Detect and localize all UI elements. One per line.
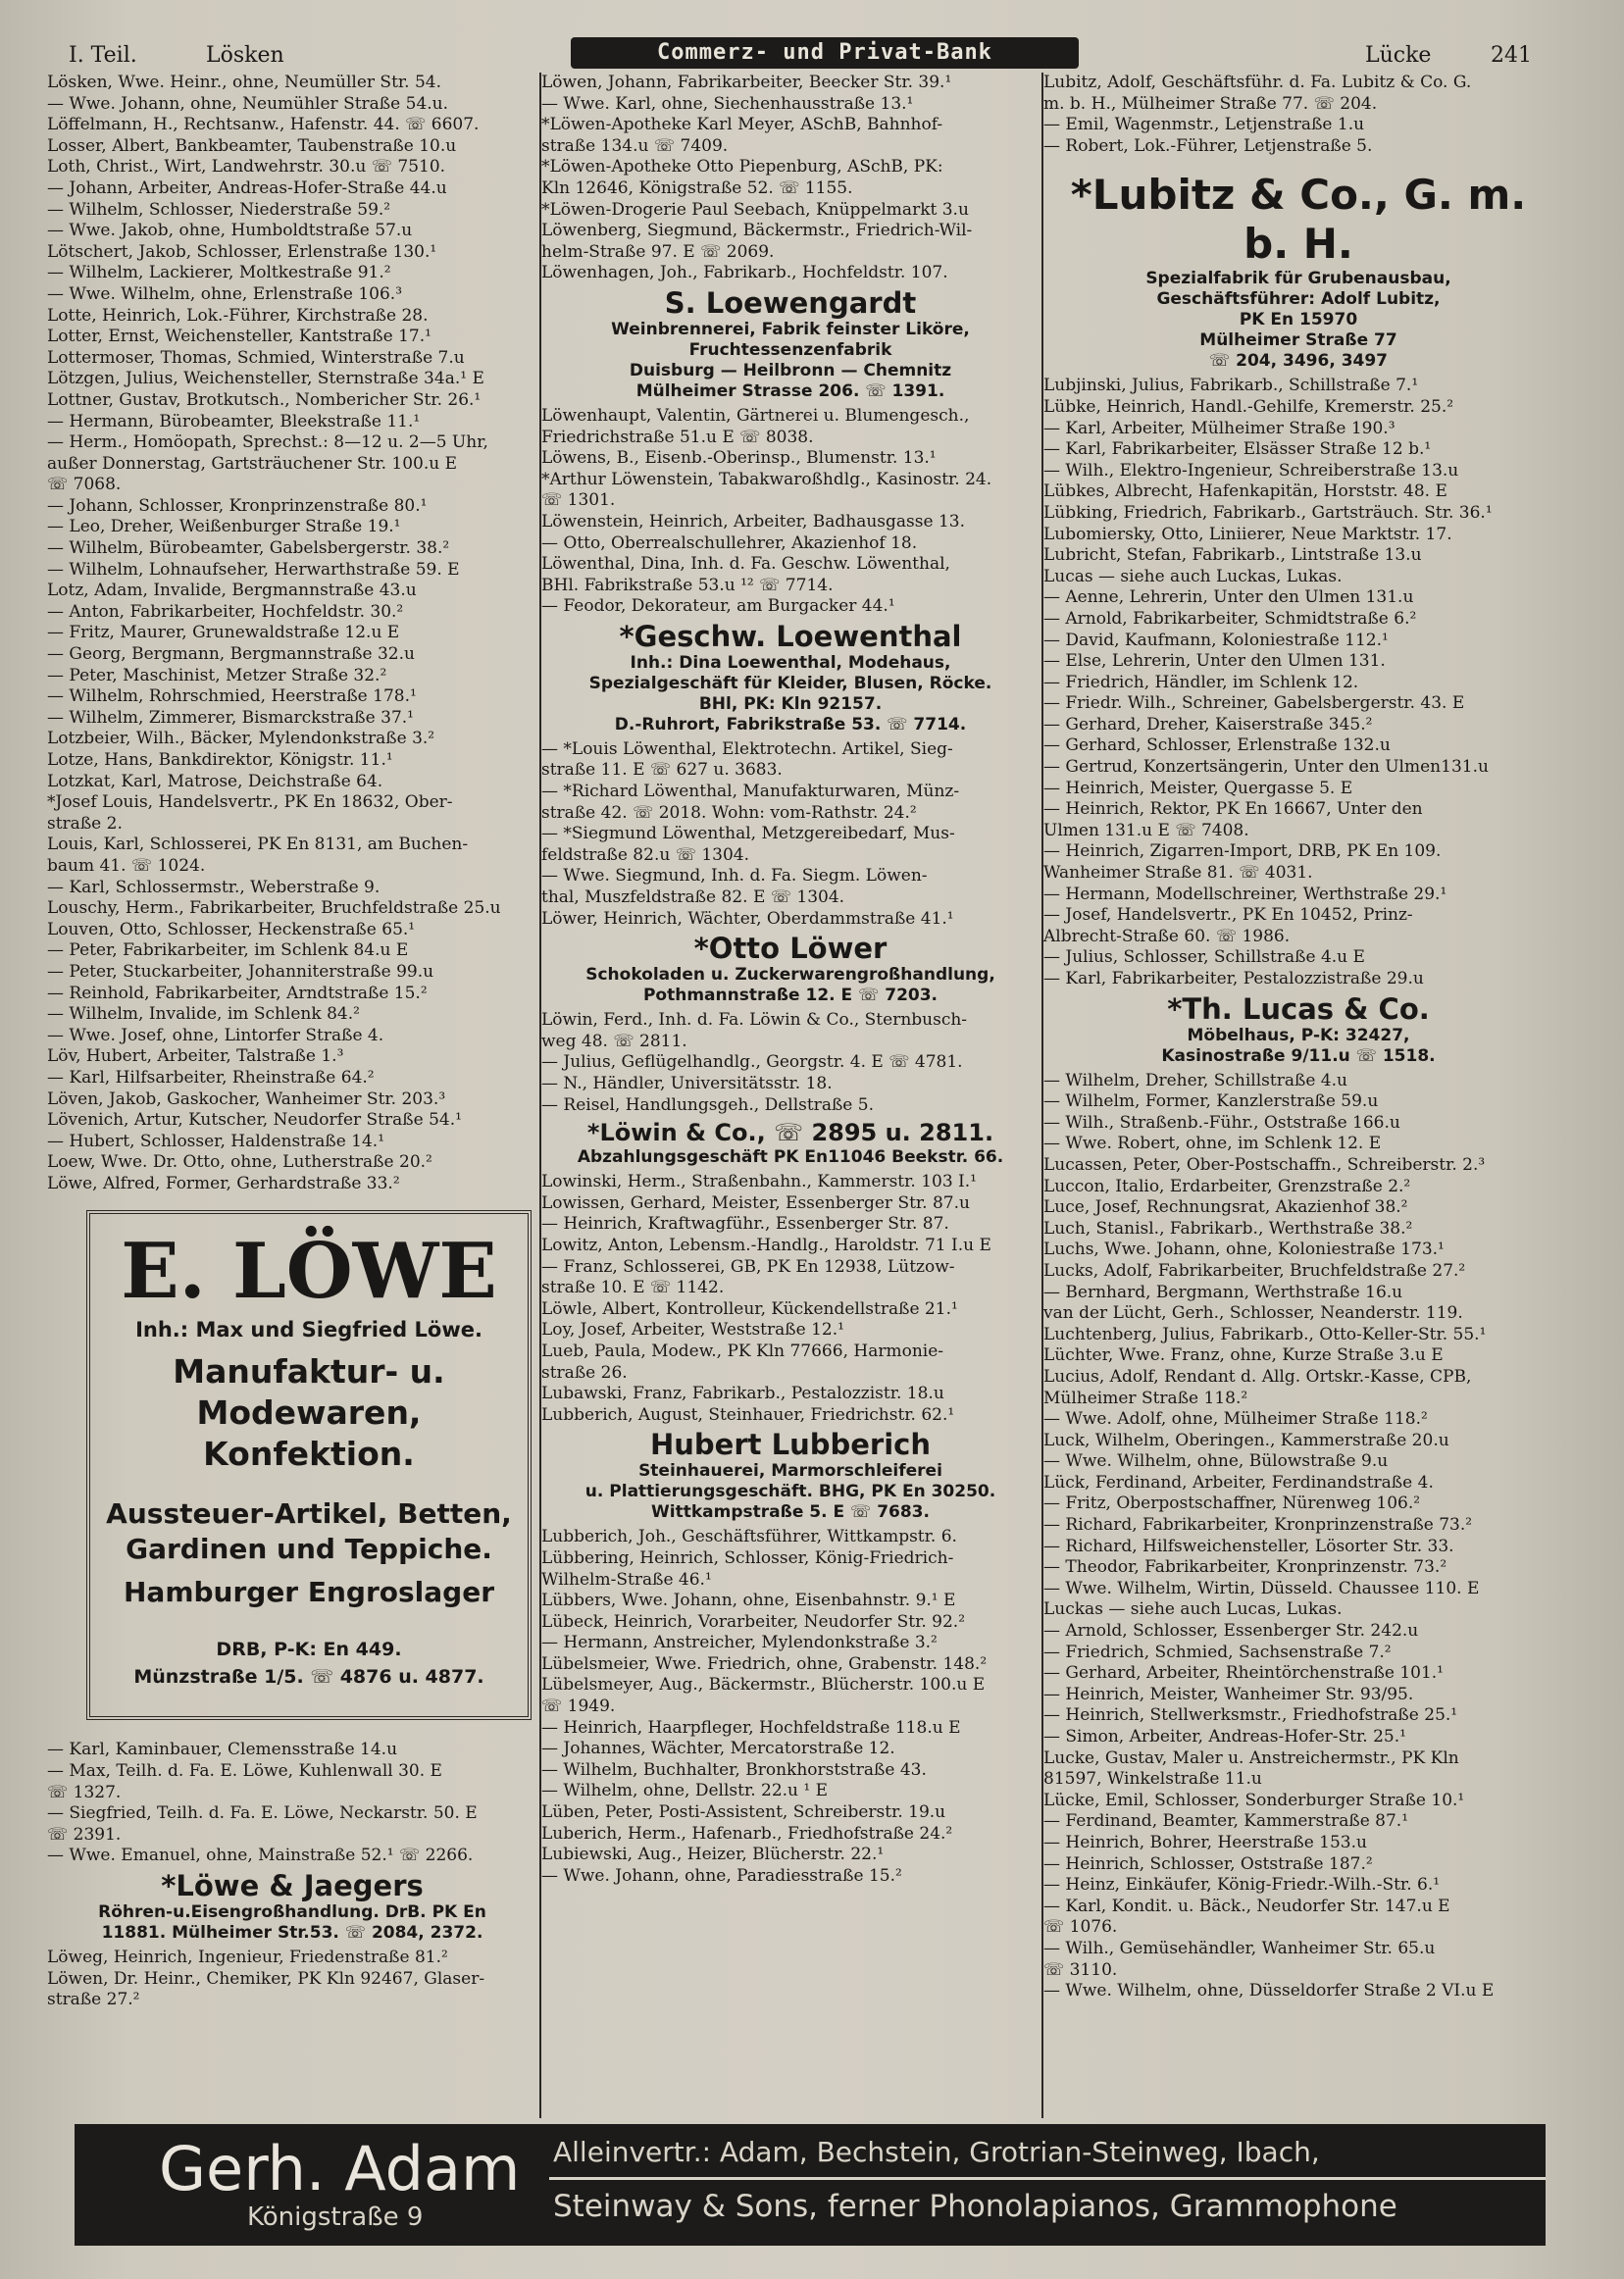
directory-entry: Lowitz, Anton, Lebensm.-Handlg., Haroldstr. 71 I.u E xyxy=(541,1235,991,1255)
footer-address: Königstraße 9 xyxy=(247,2203,424,2232)
directory-entry: — Gerhard, Schlosser, Erlenstraße 132.u xyxy=(1043,735,1391,756)
directory-entry: ☏ 1076. xyxy=(1043,1917,1118,1938)
part-label: I. Teil. xyxy=(69,43,137,68)
directory-entry: — Wilhelm, Former, Kanzlerstraße 59.u xyxy=(1043,1091,1379,1112)
directory-entry: Luccon, Italio, Erdarbeiter, Grenzstraße 2.² xyxy=(1043,1176,1411,1196)
directory-entry: — Georg, Bergmann, Bergmannstraße 32.u xyxy=(47,644,415,665)
ad-name: *Geschw. Loewenthal xyxy=(619,619,962,653)
directory-entry: — Feodor, Dekorateur, am Burgacker 44.¹ xyxy=(541,596,895,617)
ad-line: Schokoladen u. Zuckerwarengroßhandlung, xyxy=(585,965,995,986)
ad-line: Inh.: Dina Loewenthal, Modehaus, xyxy=(630,652,951,673)
entry-list xyxy=(541,1172,1040,1426)
directory-entry: Löwenthal, Dina, Inh. d. Fa. Geschw. Löwenthal, xyxy=(541,554,950,575)
directory-entry: *Josef Louis, Handelsvertr., PK En 18632, Ober- xyxy=(47,792,453,813)
directory-entry: Lucke, Gustav, Maler u. Anstreichermstr., PK Kln xyxy=(1043,1747,1459,1768)
ad-line: ☏ 204, 3496, 3497 xyxy=(1208,351,1389,372)
directory-entry: — N., Händler, Universitätsstr. 18. xyxy=(541,1074,833,1093)
bank-banner: Commerz- und Privat-Bank xyxy=(571,37,1079,69)
directory-entry: — Gerhard, Dreher, Kaiserstraße 345.² xyxy=(1043,714,1373,734)
directory-entry: Löwenberg, Siegmund, Bäckermstr., Friedrich-Wil- xyxy=(541,221,973,241)
directory-entry: Luck, Wilhelm, Oberingen., Kammerstraße 20.u xyxy=(1043,1430,1449,1450)
directory-entry: Loy, Josef, Arbeiter, Weststraße 12.¹ xyxy=(541,1320,844,1341)
directory-entry: baum 41. ☏ 1024. xyxy=(47,855,206,876)
ad-line: Aussteuer-Artikel, Betten, xyxy=(106,1497,512,1531)
ad-line: Manufaktur- u. Modewaren, xyxy=(173,1352,445,1433)
directory-entry: — Wilhelm, Lohnaufseher, Herwarthstraße 59. E xyxy=(47,559,460,580)
directory-entry: — Wilh., Gemüsehändler, Wanheimer Str. 65.u xyxy=(1043,1938,1436,1958)
directory-entry: — Johann, Arbeiter, Andreas-Hofer-Straße 44.u xyxy=(47,177,447,198)
directory-entry: — Anton, Fabrikarbeiter, Hochfeldstr. 30.² xyxy=(47,601,404,622)
directory-entry: van der Lücht, Gerh., Schlosser, Neanderstr. 119. xyxy=(1043,1303,1463,1324)
ad-line: DRB, P-K: En 449. xyxy=(216,1639,402,1661)
directory-entry: Lotzbeier, Wilh., Bäcker, Mylendonkstraße 3.² xyxy=(47,729,435,749)
directory-entry: — Bernhard, Bergmann, Werthstraße 16.u xyxy=(1043,1282,1403,1302)
directory-entry: außer Donnerstag, Gartsträuchener Str. 100.u E xyxy=(47,453,458,474)
directory-entry: 81597, Winkelstraße 11.u xyxy=(1043,1769,1262,1790)
directory-entry: straße 11. E ☏ 627 u. 3683. xyxy=(541,760,783,781)
directory-entry: feldstraße 82.u ☏ 1304. xyxy=(541,844,750,865)
ad-line: Spezialfabrik für Grubenausbau, xyxy=(1145,269,1451,289)
directory-entry: — Max, Teilh. d. Fa. E. Löwe, Kuhlenwall 30. E xyxy=(47,1761,442,1782)
ad-line: Pothmannstraße 12. E ☏ 7203. xyxy=(642,986,939,1006)
directory-entry: — Karl, Hilfsarbeiter, Rheinstraße 64.² xyxy=(47,1067,375,1088)
directory-entry: — Heinz, Einkäufer, König-Friedr.-Wilh.-Str. 6.¹ xyxy=(1043,1875,1441,1896)
directory-entry: Löwe, Alfred, Former, Gerhardstraße 33.² xyxy=(47,1173,400,1193)
last-word: Lücke xyxy=(1365,43,1432,68)
directory-entry: — Gerhard, Arbeiter, Rheintörchenstraße 101.¹ xyxy=(1043,1663,1444,1684)
directory-entry: — Wwe. Robert, ohne, im Schlenk 12. E xyxy=(1043,1134,1382,1154)
ad-line: Weinbrennerei, Fabrik feinster Liköre, xyxy=(611,319,970,339)
ad-line: u. Plattierungsgeschäft. BHG, PK En 30250. xyxy=(584,1482,996,1502)
directory-entry: Lück, Ferdinand, Arbeiter, Ferdinandstraße 4. xyxy=(1043,1472,1434,1493)
directory-entry: — Karl, Arbeiter, Mülheimer Straße 190.³ xyxy=(1043,418,1396,438)
directory-entry: Lueb, Paula, Modew., PK Kln 77666, Harmonie- xyxy=(541,1341,944,1361)
directory-entry: Wilhelm-Straße 46.¹ xyxy=(541,1569,712,1590)
footer-company: Gerh. Adam xyxy=(159,2133,521,2204)
directory-entry: — Johannes, Wächter, Mercatorstraße 12. xyxy=(541,1739,895,1759)
ad-line: Mülheimer Straße 77 xyxy=(1199,330,1397,351)
directory-entry: Louis, Karl, Schlosserei, PK En 8131, am Buchen- xyxy=(47,835,469,855)
ad-line: Mülheimer Strasse 206. ☏ 1391. xyxy=(635,380,945,401)
directory-entry: — Peter, Stuckarbeiter, Johanniterstraße 99.u xyxy=(47,961,434,982)
directory-entry: ☏ 7068. xyxy=(47,475,122,495)
directory-entry: — Karl, Kondit. u. Bäck., Neudorfer Str. 147.u E xyxy=(1043,1896,1450,1916)
directory-entry: m. b. H., Mülheimer Straße 77. ☏ 204. xyxy=(1043,93,1378,114)
directory-entry: — Hermann, Anstreicher, Mylendonkstraße 3.² xyxy=(541,1633,938,1653)
directory-entry: Luckas — siehe auch Lucas, Lukas. xyxy=(1043,1599,1343,1620)
geschw-loewenthal-ad xyxy=(541,620,1040,735)
ad-line: Abzahlungsgeschäft PK En11046 Beekstr. 66. xyxy=(577,1147,1004,1168)
directory-entry: — Simon, Arbeiter, Andreas-Hofer-Str. 25.¹ xyxy=(1043,1727,1406,1747)
directory-entry: — Karl, Fabrikarbeiter, Pestalozzistraße 29.u xyxy=(1043,969,1424,988)
adam-footer-ad xyxy=(75,2124,1546,2246)
loewe-jaegers-ad xyxy=(47,1869,537,1944)
ad-line: Fruchtessenzenfabrik xyxy=(688,339,892,360)
directory-entry: — Wilhelm, Rohrschmied, Heerstraße 178.¹ xyxy=(47,686,417,707)
directory-entry: *Löwen-Drogerie Paul Seebach, Knüppelmarkt 3.u xyxy=(541,199,969,220)
entry-list xyxy=(47,73,537,1194)
lubberich-ad xyxy=(541,1428,1040,1523)
directory-entry: straße 27.² xyxy=(47,1990,140,2010)
directory-entry: — Heinrich, Haarpfleger, Hochfeldstraße 118.u E xyxy=(541,1717,961,1738)
entry-list xyxy=(1043,376,1553,989)
directory-entry: — Heinrich, Meister, Wanheimer Str. 93/95. xyxy=(1043,1684,1414,1704)
directory-entry: Loew, Wwe. Dr. Otto, ohne, Lutherstraße 20.² xyxy=(47,1152,432,1173)
directory-entry: Lübbering, Heinrich, Schlosser, König-Friedrich- xyxy=(541,1547,954,1568)
directory-entry: Löwen, Johann, Fabrikarbeiter, Beecker Str. 39.¹ xyxy=(541,73,952,92)
ad-line: Duisburg — Heilbronn — Chemnitz xyxy=(629,360,952,380)
directory-entry: — Julius, Geflügelhandlg., Georgstr. 4. E ☏ 4781. xyxy=(541,1052,963,1073)
directory-entry: Lübking, Friedrich, Fabrikarb., Gartsträuch. Str. 36.¹ xyxy=(1043,502,1493,523)
ad-name: S. Loewengardt xyxy=(664,285,917,320)
directory-entry: — Ferdinand, Beamter, Kammerstraße 87.¹ xyxy=(1043,1811,1409,1832)
directory-entry: ☏ 1327. xyxy=(47,1782,122,1802)
footer-line: Alleinvertr.: Adam, Bechstein, Grotrian-Steinweg, Ibach, xyxy=(553,2136,1320,2168)
directory-entry: — Hubert, Schlosser, Haldenstraße 14.¹ xyxy=(47,1131,385,1151)
directory-entry: Louven, Otto, Schlosser, Heckenstraße 65.¹ xyxy=(47,919,416,939)
directory-entry: — Franz, Schlosserei, GB, PK En 12938, Lützow- xyxy=(541,1256,955,1277)
directory-entry: — Fritz, Oberpostschaffner, Nürenweg 106.² xyxy=(1043,1494,1421,1514)
ad-brand: E. LÖWE xyxy=(121,1227,497,1317)
ad-line: Hamburger Engroslager xyxy=(123,1576,495,1609)
directory-entry: — Wilhelm, Buchhalter, Bronkhorststraße 43. xyxy=(541,1759,927,1780)
directory-entry: straße 10. E ☏ 1142. xyxy=(541,1278,725,1298)
column-1 xyxy=(47,73,537,2112)
directory-entry: Lotze, Hans, Bankdirektor, Königstr. 11.¹ xyxy=(47,750,393,770)
directory-entry: — Heinrich, Schlosser, Oststraße 187.² xyxy=(1043,1853,1373,1874)
directory-entry: Lottermoser, Thomas, Schmied, Winterstraße 7.u xyxy=(47,347,465,368)
directory-entry: — Gertrud, Konzertsängerin, Unter den Ulmen131.u xyxy=(1043,757,1489,778)
directory-entry: — Wilhelm, Dreher, Schillstraße 4.u xyxy=(1043,1070,1347,1090)
directory-entry: — Karl, Schlossermstr., Weberstraße 9. xyxy=(47,877,381,897)
directory-entry: Löwer, Heinrich, Wächter, Oberdammstraße 41.¹ xyxy=(541,908,954,929)
ad-line: Steinhauerei, Marmorschleiferei xyxy=(638,1461,942,1482)
directory-entry: Löffelmann, H., Rechtsanw., Hafenstr. 44. ☏ 6607. xyxy=(47,115,480,135)
directory-entry: — Wilhelm, ohne, Dellstr. 22.u ¹ E xyxy=(541,1781,829,1801)
directory-entry: — Friedr. Wilh., Schreiner, Gabelsbergerstr. 43. E xyxy=(1043,693,1465,714)
page-number: 241 xyxy=(1491,43,1532,68)
directory-entry: — Else, Lehrerin, Unter den Ulmen 131. xyxy=(1043,651,1386,672)
directory-entry: — Heinrich, Stellwerksmstr., Friedhofstraße 25.¹ xyxy=(1043,1705,1458,1726)
directory-entry: ☏ 1301. xyxy=(541,490,616,511)
directory-entry: Kln 12646, Königstraße 52. ☏ 1155. xyxy=(541,177,853,198)
directory-entry: Lubiewski, Aug., Heizer, Blücherstr. 22.¹ xyxy=(541,1845,885,1865)
directory-entry: Luchtenberg, Julius, Fabrikarb., Otto-Keller-Str. 55.¹ xyxy=(1043,1324,1487,1344)
directory-entry: Luberich, Herm., Hafenarb., Friedhofstraße 24.² xyxy=(541,1823,953,1844)
column-3 xyxy=(1043,73,1553,2112)
loewe-advertisement xyxy=(86,1210,532,1720)
directory-entry: — Wilhelm, Zimmerer, Bismarckstraße 37.¹ xyxy=(47,707,414,728)
directory-entry: *Löwen-Apotheke Karl Meyer, ASchB, Bahnhof- xyxy=(541,115,943,135)
directory-entry: Lübke, Heinrich, Handl.-Gehilfe, Kremerstr. 25.² xyxy=(1043,396,1454,417)
directory-entry: Luch, Stanisl., Fabrikarb., Werthstraße 38.² xyxy=(1043,1218,1413,1239)
directory-entry: — Siegfried, Teilh. d. Fa. E. Löwe, Neckarstr. 50. E xyxy=(47,1803,478,1824)
directory-entry: — Heinrich, Kraftwagführ., Essenberger Str. 87. xyxy=(541,1214,949,1235)
ad-line: Spezialgeschäft für Kleider, Blusen, Röcke. xyxy=(588,673,992,693)
directory-entry: straße 42. ☏ 2018. Wohn: vom-Rathstr. 24.² xyxy=(541,802,917,823)
ad-name: *Löwe & Jaegers xyxy=(161,1869,424,1903)
directory-entry: — Heinrich, Bohrer, Heerstraße 153.u xyxy=(1043,1832,1367,1852)
entry-list xyxy=(47,1740,537,1867)
entry-list xyxy=(47,1948,537,2011)
directory-entry: — Josef, Handelsvertr., PK En 10452, Prinz- xyxy=(1043,905,1413,926)
directory-entry: Löwenhagen, Joh., Fabrikarb., Hochfeldstr. 107. xyxy=(541,263,948,283)
first-word: Lösken xyxy=(206,43,284,68)
directory-entry: — Robert, Lok.-Führer, Letjenstraße 5. xyxy=(1043,135,1373,156)
directory-entry: — Friedrich, Schmied, Sachsenstraße 7.² xyxy=(1043,1642,1392,1662)
directory-entry: helm-Straße 97. E ☏ 2069. xyxy=(541,241,775,262)
directory-entry: Lübelsmeyer, Aug., Bäckermstr., Blücherstr. 100.u E xyxy=(541,1675,986,1696)
column-2 xyxy=(541,73,1040,2112)
directory-entry: Löwenhaupt, Valentin, Gärtnerei u. Blumengesch., xyxy=(541,405,970,426)
directory-entry: — Wwe. Johann, ohne, Neumühler Straße 54.u. xyxy=(47,93,449,114)
directory-entry: ☏ 2391. xyxy=(47,1824,122,1845)
directory-entry: — Karl, Kaminbauer, Clemensstraße 14.u xyxy=(47,1740,398,1760)
directory-entry: Lötschert, Jakob, Schlosser, Erlenstraße 130.¹ xyxy=(47,241,437,262)
loewengardt-ad xyxy=(541,286,1040,402)
directory-entry: — Hermann, Modellschreiner, Werthstraße 29.¹ xyxy=(1043,884,1447,904)
directory-entry: ☏ 1949. xyxy=(541,1697,616,1717)
directory-entry: — Karl, Fabrikarbeiter, Elsässer Straße 12 b.¹ xyxy=(1043,439,1432,460)
directory-entry: Lübkes, Albrecht, Hafenkapitän, Horststr. 48. E xyxy=(1043,481,1447,502)
directory-entry: — Peter, Fabrikarbeiter, im Schlenk 84.u E xyxy=(47,940,409,961)
directory-entry: Lucius, Adolf, Rendant d. Allg. Ortskr.-Kasse, CPB, xyxy=(1043,1366,1472,1387)
directory-entry: — *Siegmund Löwenthal, Metzgereibedarf, Mus- xyxy=(541,824,955,844)
directory-entry: Losser, Albert, Bankbeamter, Taubenstraße 10.u xyxy=(47,135,457,156)
ad-line: D.-Ruhrort, Fabrikstraße 53. ☏ 7714. xyxy=(614,714,967,734)
directory-entry: — Richard, Hilfsweichensteller, Lösorter Str. 33. xyxy=(1043,1536,1454,1556)
entry-list xyxy=(1043,73,1553,157)
ad-name: *Löwin & Co., ☏ 2895 u. 2811. xyxy=(586,1119,994,1147)
directory-entry: Lucas — siehe auch Luckas, Lukas. xyxy=(1043,566,1343,586)
entry-list xyxy=(541,73,1040,284)
directory-entry: Lotte, Heinrich, Lok.-Führer, Kirchstraße 28. xyxy=(47,305,429,326)
footer-line: Steinway & Sons, ferner Phonolapianos, Grammophone xyxy=(553,2189,1397,2224)
directory-entry: — Heinrich, Rektor, PK En 16667, Unter den xyxy=(1043,799,1423,820)
directory-entry: ☏ 3110. xyxy=(1043,1959,1118,1980)
directory-entry: — Johann, Schlosser, Kronprinzenstraße 80.¹ xyxy=(47,495,428,516)
ad-line: PK En 15970 xyxy=(1239,310,1358,330)
ad-line: Röhren-u.Eisengroßhandlung. DrB. PK En xyxy=(98,1902,486,1923)
directory-entry: — Herm., Homöopath, Sprechst.: 8—12 u. 2—5 Uhr, xyxy=(47,432,488,453)
directory-entry: Luce, Josef, Rechnungsrat, Akazienhof 38.² xyxy=(1043,1197,1408,1218)
otto-loewer-ad xyxy=(541,932,1040,1006)
directory-entry: Löwle, Albert, Kontrolleur, Kückendellstraße 21.¹ xyxy=(541,1298,958,1319)
loewin-ad xyxy=(541,1118,1040,1168)
directory-entry: — Peter, Maschinist, Metzer Straße 32.² xyxy=(47,665,387,685)
directory-entry: Luchs, Wwe. Johann, ohne, Koloniestraße 173.¹ xyxy=(1043,1240,1445,1260)
directory-entry: — Theodor, Fabrikarbeiter, Kronprinzenstr. 73.² xyxy=(1043,1557,1447,1578)
directory-entry: — Wilhelm, Schlosser, Niederstraße 59.² xyxy=(47,199,391,220)
page-header xyxy=(49,37,1549,71)
directory-entry: — Richard, Fabrikarbeiter, Kronprinzenstraße 73.² xyxy=(1043,1515,1473,1536)
directory-entry: Lübelsmeier, Wwe. Friedrich, ohne, Grabenstr. 148.² xyxy=(541,1653,988,1674)
entry-list xyxy=(541,739,1040,930)
directory-entry: — Arnold, Fabrikarbeiter, Schmidtstraße 6.² xyxy=(1043,608,1417,629)
directory-entry: BHl. Fabrikstraße 53.u ¹² ☏ 7714. xyxy=(541,575,834,595)
directory-entry: Löwens, B., Eisenb.-Oberinsp., Blumenstr. 13.¹ xyxy=(541,448,937,469)
directory-entry: Lotzkat, Karl, Matrose, Deichstraße 64. xyxy=(47,771,383,791)
directory-entry: Löwin, Ferd., Inh. d. Fa. Löwin & Co., Sternbusch- xyxy=(541,1010,968,1031)
directory-entry: Mülheimer Straße 118.² xyxy=(1043,1388,1248,1408)
directory-entry: Lubberich, Joh., Geschäftsführer, Wittkampstr. 6. xyxy=(541,1527,957,1547)
directory-entry: Lotter, Ernst, Weichensteller, Kantstraße 17.¹ xyxy=(47,327,431,347)
directory-entry: straße 26. xyxy=(541,1362,628,1383)
directory-entry: — Wwe. Karl, ohne, Siechenhausstraße 13.¹ xyxy=(541,93,914,114)
directory-entry: — Leo, Dreher, Weißenburger Straße 19.¹ xyxy=(47,517,401,537)
directory-entry: Lotz, Adam, Invalide, Bergmannstraße 43.u xyxy=(47,581,417,601)
directory-entry: — Wilh., Straßenb.-Führ., Oststraße 166.u xyxy=(1043,1112,1400,1133)
directory-entry: — Heinrich, Zigarren-Import, DRB, PK En 109. xyxy=(1043,841,1442,862)
directory-entry: — Wwe. Wilhelm, ohne, Erlenstraße 106.³ xyxy=(47,283,403,304)
directory-entry: straße 134.u ☏ 7409. xyxy=(541,135,729,156)
directory-entry: *Löwen-Apotheke Otto Piepenburg, ASchB, PK: xyxy=(541,157,943,177)
directory-entry: Lubitz, Adolf, Geschäftsführ. d. Fa. Lubitz & Co. G. xyxy=(1043,73,1472,92)
lucas-ad xyxy=(1043,992,1553,1067)
directory-entry: — Aenne, Lehrerin, Unter den Ulmen 131.u xyxy=(1043,587,1414,608)
directory-entry: — Wwe. Wilhelm, Wirtin, Düsseld. Chaussee 110. E xyxy=(1043,1578,1480,1598)
entry-list xyxy=(541,1527,1040,1887)
directory-entry: Lösken, Wwe. Heinr., ohne, Neumüller Str. 54. xyxy=(47,73,441,92)
directory-entry: — Arnold, Schlosser, Essenberger Str. 242.u xyxy=(1043,1621,1419,1642)
directory-entry: — Friedrich, Händler, im Schlenk 12. xyxy=(1043,672,1359,692)
directory-entry: Lübeck, Heinrich, Vorarbeiter, Neudorfer Str. 92.² xyxy=(541,1611,966,1632)
directory-entry: Lucassen, Peter, Ober-Postschaffn., Schreiberstr. 2.³ xyxy=(1043,1154,1486,1175)
ad-owners: Inh.: Max und Siegfried Löwe. xyxy=(135,1318,482,1342)
directory-entry: — *Richard Löwenthal, Manufakturwaren, Münz- xyxy=(541,782,960,802)
directory-entry: Friedrichstraße 51.u E ☏ 8038. xyxy=(541,427,814,447)
ad-name: *Lubitz & Co., G. m. b. H. xyxy=(1070,171,1527,269)
directory-entry: — Wilhelm, Bürobeamter, Gabelsbergerstr. 38.² xyxy=(47,538,450,559)
directory-entry: Loth, Christ., Wirt, Landwehrstr. 30.u ☏ 7510. xyxy=(47,157,446,177)
ad-name: *Th. Lucas & Co. xyxy=(1167,991,1430,1026)
directory-entry: — Fritz, Maurer, Grunewaldstraße 12.u E xyxy=(47,623,400,643)
entry-list xyxy=(541,406,1040,618)
entry-list xyxy=(1043,1071,1553,2002)
directory-entry: — Heinrich, Meister, Quergasse 5. E xyxy=(1043,778,1353,798)
ad-line: Geschäftsführer: Adolf Lubitz, xyxy=(1156,289,1441,310)
directory-entry: Wanheimer Straße 81. ☏ 4031. xyxy=(1043,863,1313,884)
directory-entry: Lubawski, Franz, Fabrikarb., Pestalozzistr. 18.u xyxy=(541,1384,944,1404)
directory-entry: — Wilhelm, Invalide, im Schlenk 84.² xyxy=(47,1004,360,1025)
directory-entry: — Emil, Wagenmstr., Letjenstraße 1.u xyxy=(1043,115,1365,135)
ad-line: Konfektion. xyxy=(203,1435,415,1474)
footer-divider xyxy=(549,2177,1546,2180)
directory-entry: Lücke, Emil, Schlosser, Sonderburger Straße 10.¹ xyxy=(1043,1790,1465,1810)
directory-entry: thal, Muszfeldstraße 82. E ☏ 1304. xyxy=(541,887,845,908)
directory-entry: Lötzgen, Julius, Weichensteller, Sternstraße 34a.¹ E xyxy=(47,369,484,389)
directory-entry: Lubjinski, Julius, Fabrikarb., Schillstraße 7.¹ xyxy=(1043,376,1419,396)
directory-entry: Ulmen 131.u E ☏ 7408. xyxy=(1043,820,1249,840)
directory-entry: — Otto, Oberrealschullehrer, Akazienhof 18. xyxy=(541,532,918,553)
directory-entry: — Wwe. Josef, ohne, Lintorfer Straße 4. xyxy=(47,1025,384,1045)
directory-entry: Lubberich, August, Steinhauer, Friedrichstr. 62.¹ xyxy=(541,1404,955,1425)
directory-entry: Löwenstein, Heinrich, Arbeiter, Badhausgasse 13. xyxy=(541,511,965,532)
directory-entry: Lowinski, Herm., Straßenbahn., Kammerstr. 103 I.¹ xyxy=(541,1172,977,1192)
ad-line: 11881. Mülheimer Str.53. ☏ 2084, 2372. xyxy=(101,1923,483,1944)
directory-entry: Lüchter, Wwe. Franz, ohne, Kurze Straße 3.u E xyxy=(1043,1345,1444,1366)
directory-entry: Lottner, Gustav, Brotkutsch., Nombericher Str. 26.¹ xyxy=(47,389,482,410)
directory-entry: *Arthur Löwenstein, Tabakwaroßhdlg., Kasinostr. 24. xyxy=(541,469,992,489)
directory-entry: Lüben, Peter, Posti-Assistent, Schreiberstr. 19.u xyxy=(541,1802,946,1823)
ad-line: Münzstraße 1/5. ☏ 4876 u. 4877. xyxy=(133,1666,484,1689)
directory-entry: Albrecht-Straße 60. ☏ 1986. xyxy=(1043,926,1291,946)
directory-entry: — Reinhold, Fabrikarbeiter, Arndtstraße 15.² xyxy=(47,983,428,1003)
directory-entry: Lübbers, Wwe. Johann, ohne, Eisenbahnstr. 9.¹ E xyxy=(541,1591,956,1611)
ad-line: BHl, PK: Kln 92157. xyxy=(698,693,883,714)
directory-entry: — Reisel, Handlungsgeh., Dellstraße 5. xyxy=(541,1094,874,1115)
ad-line: Wittkampstraße 5. E ☏ 7683. xyxy=(651,1502,930,1523)
directory-entry: Löv, Hubert, Arbeiter, Talstraße 1.³ xyxy=(47,1046,344,1067)
directory-entry: Louschy, Herm., Fabrikarbeiter, Bruchfeldstraße 25.u xyxy=(47,898,501,919)
directory-entry: — Wwe. Johann, ohne, Paradiesstraße 15.² xyxy=(541,1865,902,1886)
directory-entry: — Wwe. Emanuel, ohne, Mainstraße 52.¹ ☏ 2266. xyxy=(47,1846,474,1866)
directory-entry: Löwen, Dr. Heinr., Chemiker, PK Kln 92467, Glaser- xyxy=(47,1968,485,1989)
entry-list xyxy=(541,1010,1040,1116)
directory-entry: Löven, Jakob, Gaskocher, Wanheimer Str. 203.³ xyxy=(47,1089,446,1109)
ad-line: Möbelhaus, P-K: 32427, xyxy=(1187,1025,1410,1045)
directory-entry: — Wwe. Wilhelm, ohne, Bülowstraße 9.u xyxy=(1043,1451,1389,1472)
directory-entry: Lucks, Adolf, Fabrikarbeiter, Bruchfeldstraße 27.² xyxy=(1043,1260,1466,1281)
lubitz-ad xyxy=(1043,171,1553,372)
directory-entry: — Julius, Schlosser, Schillstraße 4.u E xyxy=(1043,947,1365,968)
ad-line: Kasinostraße 9/11.u ☏ 1518. xyxy=(1161,1045,1436,1066)
directory-entry: — David, Kaufmann, Koloniestraße 112.¹ xyxy=(1043,630,1389,650)
directory-entry: — Wilh., Elektro-Ingenieur, Schreiberstraße 13.u xyxy=(1043,460,1459,481)
directory-entry: weg 48. ☏ 2811. xyxy=(541,1031,687,1051)
directory-entry: — Wwe. Siegmund, Inh. d. Fa. Siegm. Löwen- xyxy=(541,866,928,886)
directory-entry: Lubricht, Stefan, Fabrikarb., Lintstraße 13.u xyxy=(1043,545,1422,566)
directory-entry: straße 2. xyxy=(47,813,123,834)
directory-entry: — Wwe. Adolf, ohne, Mülheimer Straße 118.² xyxy=(1043,1409,1428,1430)
directory-entry: Löweg, Heinrich, Ingenieur, Friedenstraße 81.² xyxy=(47,1948,448,1968)
ad-name: *Otto Löwer xyxy=(693,932,888,966)
directory-entry: — Hermann, Bürobeamter, Bleekstraße 11.¹ xyxy=(47,411,421,431)
directory-entry: Lubomiersky, Otto, Liniierer, Neue Marktstr. 17. xyxy=(1043,524,1452,544)
directory-entry: Lowissen, Gerhard, Meister, Essenberger Str. 87.u xyxy=(541,1192,970,1213)
directory-entry: — Wwe. Wilhelm, ohne, Düsseldorfer Straße 2 VI.u E xyxy=(1043,1981,1495,2001)
directory-entry: Lövenich, Artur, Kutscher, Neudorfer Straße 54.¹ xyxy=(47,1110,462,1131)
ad-name: Hubert Lubberich xyxy=(650,1428,931,1462)
directory-entry: — *Louis Löwenthal, Elektrotechn. Artikel, Sieg- xyxy=(541,738,953,759)
ad-line: Gardinen und Teppiche. xyxy=(126,1533,492,1566)
directory-entry: — Wilhelm, Lackierer, Moltkestraße 91.² xyxy=(47,263,391,283)
directory-entry: — Wwe. Jakob, ohne, Humboldtstraße 57.u xyxy=(47,221,413,241)
